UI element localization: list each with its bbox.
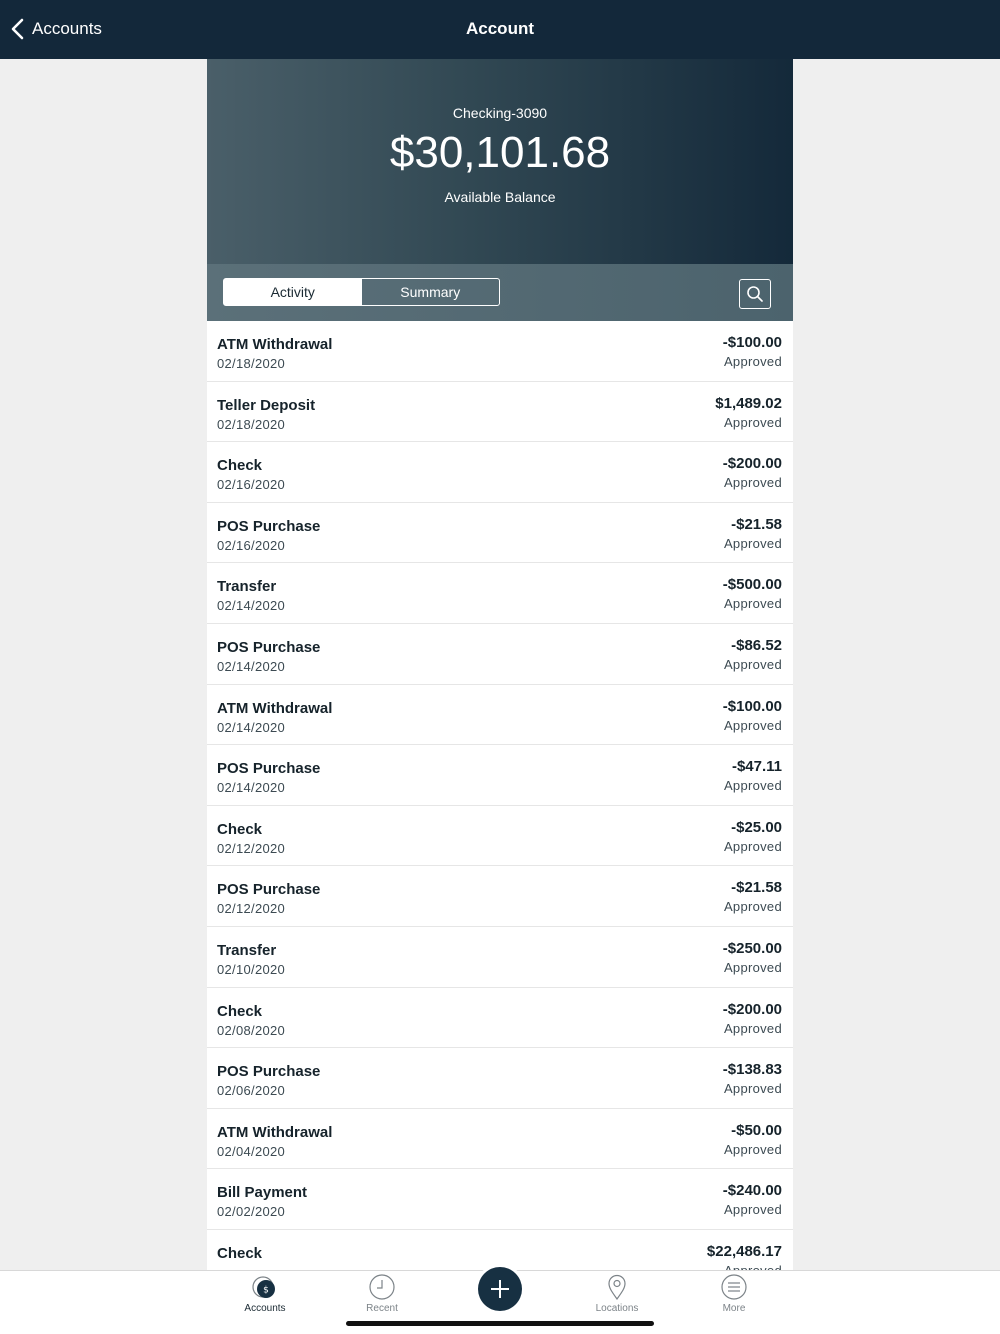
transaction-date: 02/12/2020 <box>217 901 286 917</box>
transaction-amount: $1,489.02 <box>715 394 782 412</box>
transaction-amount: -$100.00 <box>722 697 782 715</box>
view-segmented-control <box>223 278 500 306</box>
tab-accounts-label: Accounts <box>244 1303 286 1314</box>
transaction-amount: -$240.00 <box>722 1182 782 1200</box>
account-name: Checking-3090 <box>452 105 548 121</box>
search-icon <box>746 285 764 303</box>
transaction-status: Approved <box>723 959 782 975</box>
transaction-amount: -$86.52 <box>731 636 782 654</box>
map-pin-icon <box>603 1273 631 1301</box>
transaction-description: Check <box>217 820 263 838</box>
transaction-status: Approved <box>723 1141 782 1157</box>
transaction-status: Approved <box>723 899 782 915</box>
transaction-date: 02/14/2020 <box>217 719 286 735</box>
transaction-status: Approved <box>723 1081 782 1097</box>
transaction-amount: -$500.00 <box>722 576 782 594</box>
svg-text:$: $ <box>263 1285 269 1296</box>
plus-icon <box>489 1278 511 1300</box>
balance-label: Available Balance <box>444 189 556 205</box>
transaction-date: 02/12/2020 <box>217 840 286 856</box>
tab-more-label: More <box>722 1303 746 1314</box>
transaction-description: ATM Withdrawal <box>217 1123 333 1141</box>
available-balance: $30,101.68 <box>389 128 611 177</box>
transaction-status: Approved <box>723 414 782 430</box>
transaction-amount: $22,486.17 <box>706 1242 782 1260</box>
tab-locations-label: Locations <box>595 1303 639 1314</box>
transaction-date: 02/18/2020 <box>217 416 286 432</box>
top-nav-bar <box>0 0 1000 59</box>
balance-header <box>207 59 793 264</box>
transaction-row[interactable] <box>207 624 793 685</box>
tab-more[interactable] <box>694 1273 774 1314</box>
transaction-row[interactable] <box>207 1169 793 1230</box>
transaction-amount: -$47.11 <box>731 758 782 776</box>
transaction-description: POS Purchase <box>217 760 321 778</box>
transaction-amount: -$138.83 <box>722 1061 782 1079</box>
transaction-row[interactable] <box>207 685 793 746</box>
transaction-date: 02/02/2020 <box>217 1204 286 1220</box>
transaction-list <box>207 321 793 1291</box>
transaction-description: Check <box>217 1002 263 1020</box>
transaction-date: 02/06/2020 <box>217 1083 286 1099</box>
menu-icon <box>720 1273 748 1301</box>
transaction-row[interactable] <box>207 442 793 503</box>
transaction-row[interactable] <box>207 806 793 867</box>
transaction-row[interactable] <box>207 503 793 564</box>
transaction-description: POS Purchase <box>217 517 321 535</box>
transaction-description: Transfer <box>217 941 277 959</box>
clock-icon <box>368 1273 396 1301</box>
transaction-row[interactable] <box>207 988 793 1049</box>
transaction-description: Check <box>217 457 263 475</box>
page-title: Account <box>466 19 534 38</box>
tab-summary[interactable]: Summary <box>400 284 461 300</box>
transaction-description: Teller Deposit <box>217 396 316 414</box>
transaction-date: 02/14/2020 <box>217 658 286 674</box>
transaction-status: Approved <box>723 1202 782 1218</box>
transaction-row[interactable] <box>207 1109 793 1170</box>
transaction-date: 02/04/2020 <box>217 1143 286 1159</box>
transaction-amount: -$21.58 <box>731 515 782 533</box>
transaction-row[interactable] <box>207 563 793 624</box>
transaction-amount: -$100.00 <box>722 334 782 351</box>
transaction-date: 02/08/2020 <box>217 1022 286 1038</box>
transaction-status: Approved <box>723 596 782 612</box>
activity-toolbar <box>207 264 793 321</box>
transaction-amount: -$21.58 <box>731 879 782 897</box>
transaction-date: 02/14/2020 <box>217 780 286 796</box>
search-button[interactable] <box>739 279 771 309</box>
transaction-row[interactable] <box>207 382 793 443</box>
transaction-row[interactable] <box>207 866 793 927</box>
transaction-description: POS Purchase <box>217 881 321 899</box>
transaction-date: 02/18/2020 <box>217 356 286 371</box>
transaction-amount: -$50.00 <box>731 1121 782 1139</box>
transaction-date: 02/16/2020 <box>217 477 286 493</box>
transaction-status: Approved <box>723 778 782 794</box>
tab-accounts[interactable] <box>225 1273 305 1314</box>
transaction-description: POS Purchase <box>217 638 321 656</box>
transaction-amount: -$200.00 <box>722 455 782 473</box>
transaction-row[interactable] <box>207 927 793 988</box>
transaction-date: 02/10/2020 <box>217 961 286 977</box>
transaction-amount: -$25.00 <box>731 818 782 836</box>
account-panel <box>207 59 793 1270</box>
transaction-status: Approved <box>723 354 782 369</box>
transaction-row[interactable] <box>207 745 793 806</box>
home-indicator <box>346 1321 654 1326</box>
transaction-description: ATM Withdrawal <box>217 336 333 353</box>
transaction-status: Approved <box>723 535 782 551</box>
tab-locations[interactable] <box>577 1273 657 1314</box>
tab-activity[interactable]: Activity <box>224 279 362 305</box>
transaction-date: 02/16/2020 <box>217 537 286 553</box>
transaction-description: Bill Payment <box>217 1184 308 1202</box>
transaction-status: Approved <box>723 838 782 854</box>
transaction-status: Approved <box>723 656 782 672</box>
tab-recent[interactable] <box>342 1273 422 1314</box>
transaction-row[interactable] <box>207 1048 793 1109</box>
back-label: Accounts <box>32 19 102 38</box>
transaction-amount: -$250.00 <box>722 939 782 957</box>
transaction-amount: -$200.00 <box>722 1000 782 1018</box>
transaction-description: ATM Withdrawal <box>217 699 333 717</box>
add-button[interactable] <box>478 1267 522 1311</box>
transaction-description: Transfer <box>217 578 277 596</box>
transaction-description: POS Purchase <box>217 1063 321 1081</box>
transaction-status: Approved <box>723 1020 782 1036</box>
dollar-coin-icon <box>251 1273 279 1301</box>
transaction-status: Approved <box>723 475 782 491</box>
transaction-description: Check <box>217 1244 263 1262</box>
tab-recent-label: Recent <box>366 1303 398 1314</box>
transaction-date: 02/14/2020 <box>217 598 286 614</box>
transaction-row[interactable] <box>207 321 793 382</box>
transaction-status: Approved <box>723 717 782 733</box>
